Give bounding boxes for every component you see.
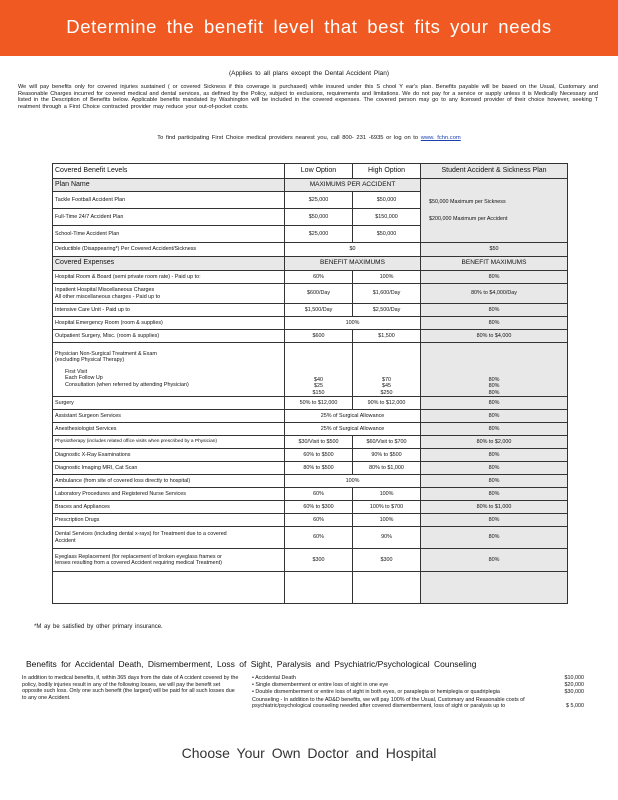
page-title: Determine the benefit level that best fits your needs — [66, 16, 552, 37]
row-label: Hospital Room & Board (semi private room rate) - Paid up to: — [53, 271, 285, 284]
student-value — [421, 343, 568, 397]
table-row — [53, 330, 568, 343]
table-row — [53, 449, 568, 462]
row-label: Surgery — [53, 397, 285, 410]
col-header-student-plan: Student Accident & Sickness Plan — [421, 164, 568, 179]
student-value: 80% — [421, 527, 568, 549]
student-value: 80% — [421, 410, 568, 423]
high-value: $50,000 — [353, 192, 421, 209]
covered-expenses-label: Covered Expenses — [53, 257, 285, 271]
row-label-line: Eyeglass Replacement (for replacement of broken eyeglass frames or — [55, 553, 222, 560]
intro-paragraph: We will pay benefits only for covered injuries sustained ( or covered Sickness if this coverage is purchased) while insured under this S chool Y ear's plan. Benefits payable will be based on the Usual, Customary and Reasonable Charges incurred for covered medical and dental services, as defined by the Policy, subject to exclusions, requirements and limitations. We do not pay for a service or supply unless it is Medically Necessary and listed in the Description of Benefits below. Applicable benefits mandated by Washington will be included in the covered expenses. The covered person may go to any licensed provider of their choice however, seeking T reatment through a First Choice contracted provider may reduce your out-of-pocket costs. — [18, 84, 598, 111]
applies-note: (Applies to all plans except the Dental Accident Plan) — [228, 70, 390, 77]
low-value: 50% to $12,000 — [285, 397, 353, 410]
high-value: $60/Visit to $700 — [353, 436, 421, 449]
student-value: 80% — [421, 514, 568, 527]
sub-item-value: $45 — [382, 383, 391, 390]
table-row — [53, 436, 568, 449]
col-header-levels: Covered Benefit Levels — [53, 164, 285, 179]
sub-item-value: $150 — [312, 389, 325, 396]
table-row — [53, 317, 568, 330]
table-row — [53, 423, 568, 436]
benefit-maximums-student: BENEFIT MAXIMUMS — [421, 257, 568, 271]
student-value: 80% — [421, 462, 568, 475]
maximums-per-accident: MAXIMUMS PER ACCIDENT — [285, 179, 421, 192]
row-label: Diagnostic X-Ray Examinations — [53, 449, 285, 462]
low-high-value: 100% — [285, 317, 421, 330]
benefit-text: • Double dismemberment or entire loss of sight in both eyes, or paraplegia or hemiplegia or quadriplegia — [252, 689, 500, 696]
table-row — [53, 549, 568, 572]
row-label — [53, 527, 285, 549]
tagline: Choose Your Own Doctor and Hospital — [181, 745, 437, 761]
deductible-label: Deductible (Disappearing*) Per Covered Accident/Sickness — [53, 243, 285, 257]
benefits-table — [52, 163, 568, 604]
high-value: $300 — [353, 549, 421, 572]
high-value: $150,000 — [353, 209, 421, 226]
table-row — [53, 475, 568, 488]
low-value: 60% to $500 — [285, 449, 353, 462]
high-value: 100% — [353, 514, 421, 527]
row-label: Hospital Emergency Room (room & supplies) — [53, 317, 285, 330]
student-value: 80% to $2,000 — [421, 436, 568, 449]
benefit-text: Counseling - In addition to the AD&D benefits, we will pay 100% of the Usual, Customary and Reasonable costs of psychiatric/psychological counseling needed after covered dismemberment, loss of sight or paralysis up to — [252, 696, 525, 710]
table-row — [53, 271, 568, 284]
row-label: Anesthesiologist Services — [53, 423, 285, 436]
benefit-text: • Accidental Death — [252, 675, 296, 681]
row-label-line: lenses resulting from a covered Accident requiring medical Treatment) — [55, 560, 222, 566]
blank-row — [53, 572, 568, 604]
low-value — [285, 343, 353, 397]
high-value: 90% to $500 — [353, 449, 421, 462]
low-value: $300 — [285, 549, 353, 572]
student-value: 80% to $4,000 — [421, 330, 568, 343]
student-value: 80% — [421, 488, 568, 501]
high-value: 90% — [353, 527, 421, 549]
low-value: $600/Day — [285, 284, 353, 304]
low-value: 80% to $500 — [285, 462, 353, 475]
provider-lookup-text: To find participating First Choice medical providers nearest you, call 800- 231 -6935 or log on to — [157, 135, 419, 141]
low-value: 60% — [285, 527, 353, 549]
student-value: 80% — [421, 304, 568, 317]
low-value: 60% — [285, 514, 353, 527]
high-value: $1,500 — [353, 330, 421, 343]
row-label-line: All other miscellaneous charges - Paid up to — [55, 293, 161, 300]
table-row — [53, 514, 568, 527]
list-item — [252, 675, 584, 682]
benefit-amount: $ 5,000 — [566, 703, 584, 709]
plan-name-label: Plan Name — [53, 179, 285, 192]
low-high-value: 25% of Surgical Allowance — [285, 410, 421, 423]
row-label-line: (excluding Physical Therapy) — [55, 357, 125, 364]
sub-item-value: 80% — [488, 383, 500, 390]
benefit-amount: $20,000 — [564, 682, 584, 689]
row-label: Diagnostic Imaging MRI, Cat Scan — [53, 462, 285, 475]
student-value: 80% to $1,000 — [421, 501, 568, 514]
list-item — [252, 689, 584, 696]
row-label-line: Physician Non-Surgical Treatment & Exam — [55, 350, 157, 357]
student-value: 80% — [421, 317, 568, 330]
row-label: Prescription Drugs — [53, 514, 285, 527]
row-label: Assistant Surgeon Services — [53, 410, 285, 423]
add-section-description: In addition to medical benefits, if, within 365 days from the date of A ccident covered by the policy, bodily injuries result in any of the following losses, we will pay the benefit set opposite such loss. Only one such benefit (the largest) will be paid for all such losses due to any one Accident. — [22, 675, 239, 701]
low-value: $50,000 — [285, 209, 353, 226]
sub-item-label: Each Follow Up — [65, 375, 103, 382]
deductible-low-high: $0 — [285, 243, 421, 257]
covered-expenses-row — [53, 257, 568, 271]
benefit-amount: $30,000 — [564, 689, 584, 696]
sub-item-value: 80% — [488, 389, 500, 396]
student-value: 80% — [421, 449, 568, 462]
header-banner — [0, 0, 618, 56]
plan-name-row — [53, 179, 568, 192]
sub-item-label: Consultation (when referred by attending Physician) — [65, 381, 189, 388]
student-value: 80% — [421, 423, 568, 436]
benefit-maximums-low-high: BENEFIT MAXIMUMS — [285, 257, 421, 271]
physician-row — [53, 343, 568, 397]
table-row — [53, 501, 568, 514]
high-value: 100% — [353, 488, 421, 501]
sub-item-value: $40 — [314, 376, 323, 383]
sa-max-sickness: $50,000 Maximum per Sickness — [429, 199, 506, 206]
high-value: 80% to $1,000 — [353, 462, 421, 475]
low-value: $30/Visit to $500 — [285, 436, 353, 449]
table-row — [53, 488, 568, 501]
sa-max-accident: $200,000 Maximum per Accident — [429, 215, 508, 222]
plan-label: Tackle Football Accident Plan — [53, 192, 285, 209]
low-high-value: 100% — [285, 475, 421, 488]
student-value: 80% — [421, 475, 568, 488]
row-label: Laboratory Procedures and Registered Nurse Services — [53, 488, 285, 501]
row-label — [53, 343, 285, 397]
row-label-line: Dental Services (including dental x-rays) for Treatment due to a covered — [55, 531, 227, 538]
low-value: $25,000 — [285, 226, 353, 243]
col-header-high: High Option — [353, 164, 421, 179]
table-row — [53, 304, 568, 317]
table-header-row — [53, 164, 568, 179]
list-item — [252, 697, 584, 710]
high-value: $50,000 — [353, 226, 421, 243]
benefit-text: • Single dismemberment or entire loss of sight in one eye — [252, 682, 389, 689]
row-label-line: Accident — [55, 537, 76, 544]
table-row — [53, 527, 568, 549]
student-value: 80% to $4,000/Day — [421, 284, 568, 304]
student-plan-maximums — [421, 179, 568, 243]
low-value: $25,000 — [285, 192, 353, 209]
table-row — [53, 410, 568, 423]
col-header-low: Low Option — [285, 164, 353, 179]
deductible-student: $50 — [421, 243, 568, 257]
provider-lookup-line — [0, 135, 618, 141]
student-value: 80% — [421, 397, 568, 410]
high-value: 100% to $700 — [353, 501, 421, 514]
table-row — [53, 462, 568, 475]
deductible-row — [53, 243, 568, 257]
low-high-value: 25% of Surgical Allowance — [285, 423, 421, 436]
row-label — [53, 284, 285, 304]
high-value: $2,500/Day — [353, 304, 421, 317]
plan-label: School-Time Accident Plan — [53, 226, 285, 243]
footnote: *M ay be satisfied by other primary insurance. — [34, 624, 163, 630]
row-label: Intensive Care Unit - Paid up to — [53, 304, 285, 317]
row-label: Ambulance (from site of covered loss directly to hospital) — [53, 475, 285, 488]
sub-item-value: $250 — [380, 389, 393, 396]
sub-item-value: $25 — [314, 383, 323, 390]
low-value: 60% to $300 — [285, 501, 353, 514]
add-benefit-list — [252, 675, 584, 709]
sub-item-value: 80% — [488, 376, 500, 383]
student-value: 80% — [421, 271, 568, 284]
student-value: 80% — [421, 549, 568, 572]
add-section-heading: Benefits for Accidental Death, Dismemberment, Loss of Sight, Paralysis and Psychiatric/Psychological Counseling — [26, 659, 477, 669]
plan-label: Full-Time 24/7 Accident Plan — [53, 209, 285, 226]
row-label-line: Inpatient Hospital Miscellaneous Charges — [55, 287, 155, 294]
high-value: 90% to $12,000 — [353, 397, 421, 410]
row-label: Physiotherapy (includes related office visits when prescribed by a Physician) — [53, 436, 285, 449]
low-value: 60% — [285, 488, 353, 501]
table-row — [53, 397, 568, 410]
table-row — [53, 284, 568, 304]
low-value: $600 — [285, 330, 353, 343]
high-value: 100% — [353, 271, 421, 284]
high-value: $1,600/Day — [353, 284, 421, 304]
list-item — [252, 682, 584, 689]
sub-item-value: $70 — [382, 376, 391, 383]
low-value: $1,500/Day — [285, 304, 353, 317]
website-link[interactable]: www. fchn.com — [420, 135, 461, 141]
high-value — [353, 343, 421, 397]
row-label: Braces and Appliances — [53, 501, 285, 514]
row-label: Outpatient Surgery, Misc. (room & supplies) — [53, 330, 285, 343]
sub-item-label: First Visit — [65, 368, 88, 375]
row-label — [53, 549, 285, 572]
low-value: 60% — [285, 271, 353, 284]
benefit-amount: $10,000 — [564, 675, 584, 681]
